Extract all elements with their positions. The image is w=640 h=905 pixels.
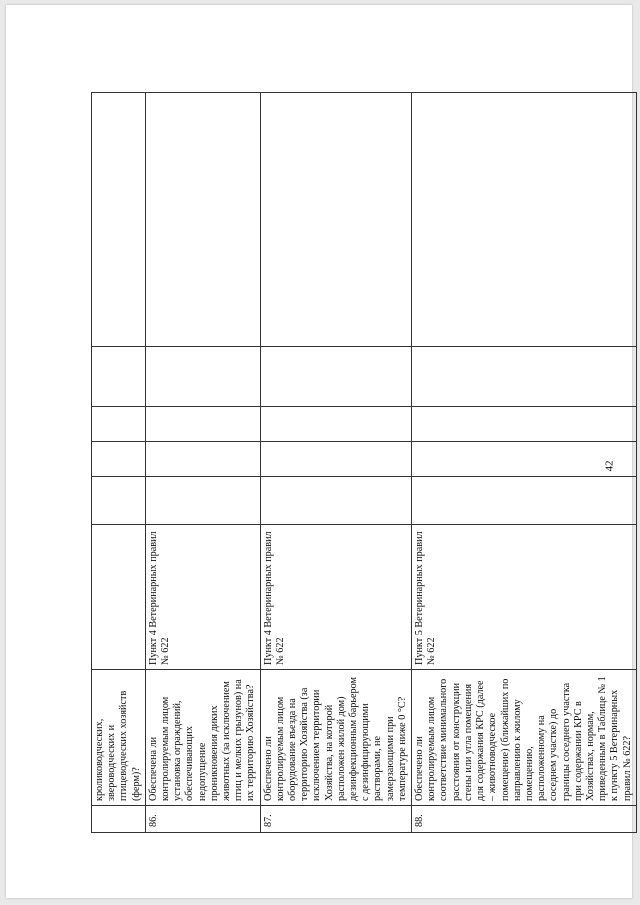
question-text: Обеспечено ли контролируемым лицом оборудование въезда на территорию Хозяйства (за исключением территории Хозяйства, на которой расположен жилой дом) дезинфекционным барьером с дезинфицирующими растворами, не замерзающими при температуре ниже 0 °С? (260, 670, 411, 806)
document-page (6, 5, 632, 898)
table-row-intro (92, 93, 146, 833)
question-text: Обеспечена ли контролируемым лицом установка ограждений, обеспечивающих недопущение проникновения диких животных (за исключением птиц и мелких грызунов) на их территорию Хозяйства? (145, 670, 260, 806)
row-number: 88. (412, 806, 637, 833)
answer-cell (412, 477, 637, 525)
table-cell-empty (92, 806, 146, 833)
reference-text: Пункт 4 Ветеринарных правил № 622 (260, 525, 411, 670)
row-number: 86. (145, 806, 260, 833)
answer-cell (260, 407, 411, 442)
answer-cell (260, 477, 411, 525)
intro-text: кролиководческих, звероводческих и птицеводческих хозяйств (ферм)? (92, 670, 146, 806)
answer-cell (145, 347, 260, 407)
table-cell-empty (92, 93, 146, 347)
table-row (145, 93, 260, 833)
table-cell-empty (92, 347, 146, 407)
table-cell-empty (92, 477, 146, 525)
answer-cell (412, 442, 637, 477)
table-cell-empty (92, 442, 146, 477)
comment-cell (260, 93, 411, 347)
answer-cell (412, 347, 637, 407)
answer-cell (260, 347, 411, 407)
reference-text: Пункт 5 Ветеринарных правил № 622 (412, 525, 637, 670)
reference-text: Пункт 4 Ветеринарных правил № 622 (145, 525, 260, 670)
row-number: 87. (260, 806, 411, 833)
table-row (412, 93, 637, 833)
answer-cell (145, 477, 260, 525)
answer-cell (260, 442, 411, 477)
answer-cell (145, 407, 260, 442)
table-row (260, 93, 411, 833)
question-text: Обеспечено ли контролируемым лицом соответствие минимального расстояния от конструкции стены или угла помещения для содержания КРС (далее – животноводческое помещение) (ближайших по направлению к жилому помещению, расположенному на соседнем участке) до границы соседнего участка при содержании КРС в Хозяйствах, нормам, приведенным в Таблице № 1 к пункту 5 Ветеринарных правил № 622? (412, 670, 637, 806)
checklist-table (91, 92, 637, 833)
table-cell-empty (92, 525, 146, 670)
answer-cell (412, 407, 637, 442)
comment-cell (412, 93, 637, 347)
page-number: 42 (603, 460, 616, 472)
answer-cell (145, 442, 260, 477)
table-cell-empty (92, 407, 146, 442)
comment-cell (145, 93, 260, 347)
